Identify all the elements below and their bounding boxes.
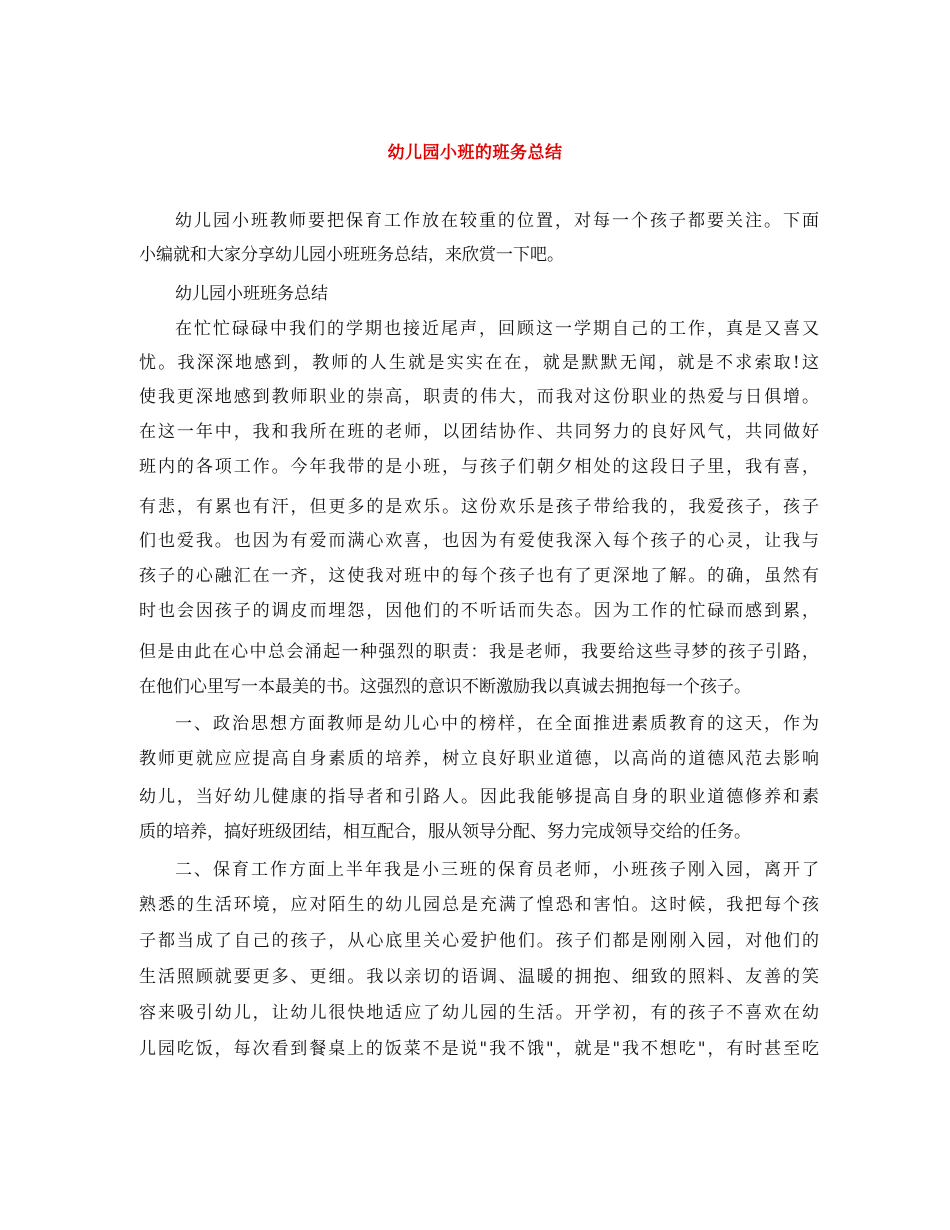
paragraph-line: 孩子的心融汇在一齐，这使我对班中的每个孩子也有了更深地了解。的确，虽然有 <box>139 566 819 586</box>
section-heading: 幼儿园小班班务总结 <box>175 284 328 304</box>
paragraph-line: 熟悉的生活环境，应对陌生的幼儿园总是充满了惶恐和害怕。这时候，我把每个孩 <box>139 895 819 915</box>
paragraph-line: 在这一年中，我和我所在班的老师，以团结协作、共同努力的良好风气，共同做好 <box>139 422 819 442</box>
paragraph-line: 一、政治思想方面教师是幼儿心中的榜样，在全面推进素质教育的这天，作为 <box>175 714 819 734</box>
paragraph-line: 们也爱我。也因为有爱而满心欢喜，也因为有爱使我深入每个孩子的心灵，让我与 <box>139 531 819 551</box>
paragraph-line: 二、保育工作方面上半年我是小三班的保育员老师，小班孩子刚入园，离开了 <box>175 860 819 880</box>
paragraph-line: 时也会因孩子的调皮而埋怨，因他们的不听话而失态。因为工作的忙碌而感到累， <box>139 601 819 621</box>
paragraph-line: 儿园吃饭，每次看到餐桌上的饭菜不是说"我不饿"，就是"我不想吃"，有时甚至吃 <box>139 1039 819 1059</box>
paragraph-line: 但是由此在心中总会涌起一种强烈的职责：我是老师，我要给这些寻梦的孩子引路， <box>139 642 819 662</box>
paragraph-line: 幼儿，当好幼儿健康的指导者和引路人。因此我能够提高自身的职业道德修养和素 <box>139 787 819 807</box>
document-title: 幼儿园小班的班务总结 <box>387 143 563 163</box>
paragraph-line: 班内的各项工作。今年我带的是小班，与孩子们朝夕相处的这段日子里，我有喜， <box>139 457 819 477</box>
paragraph-line: 生活照顾就要更多、更细。我以亲切的语调、温暖的拥抱、细致的照料、友善的笑 <box>139 967 819 987</box>
paragraph-line: 容来吸引幼儿，让幼儿很快地适应了幼儿园的生活。开学初，有的孩子不喜欢在幼 <box>139 1003 819 1023</box>
paragraph-line: 幼儿园小班教师要把保育工作放在较重的位置，对每一个孩子都要关注。下面 <box>175 211 819 231</box>
paragraph-line: 忧。我深深地感到，教师的人生就是实实在在，就是默默无闻，就是不求索取!这 <box>139 353 819 373</box>
paragraph-line: 子都当成了自己的孩子，从心底里关心爱护他们。孩子们都是刚刚入园，对他们的 <box>139 931 819 951</box>
paragraph-line: 在他们心里写一本最美的书。这强烈的意识不断激励我以真诚去拥抱每一个孩子。 <box>139 677 751 697</box>
paragraph-line: 教师更就应应提高自身素质的培养，树立良好职业道德，以高尚的道德风范去影响 <box>139 749 819 769</box>
paragraph-line: 使我更深地感到教师职业的崇高，职责的伟大，而我对这份职业的热爱与日俱增。 <box>139 387 819 407</box>
paragraph-line: 有悲，有累也有汗，但更多的是欢乐。这份欢乐是孩子带给我的，我爱孩子，孩子 <box>139 497 819 517</box>
paragraph-line: 质的培养，搞好班级团结，相互配合，服从领导分配、努力完成领导交给的任务。 <box>139 822 751 842</box>
paragraph-line: 在忙忙碌碌中我们的学期也接近尾声，回顾这一学期自己的工作，真是又喜又 <box>175 319 819 339</box>
paragraph-line: 小编就和大家分享幼儿园小班班务总结，来欣赏一下吧。 <box>139 245 564 265</box>
